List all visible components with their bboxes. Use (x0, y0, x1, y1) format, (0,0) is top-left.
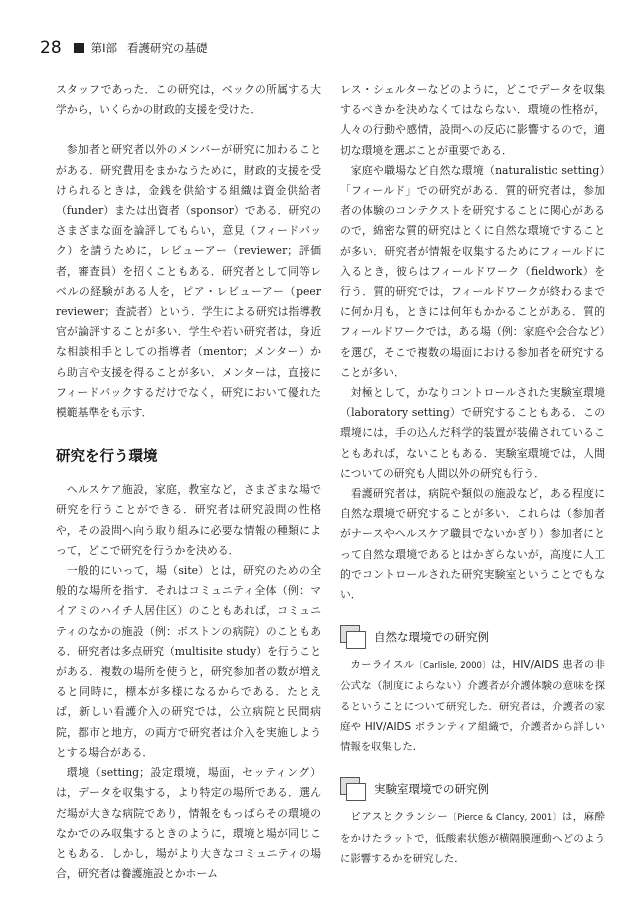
paragraph: レス・シェルターなどのように，どこでデータを収集するべきかを決めなくてはならない．環境の性格が，人々の行動や感情，設問への反応に影響するので，適切な環境を選ぶことが重要である． (340, 83, 605, 157)
example-heading (340, 625, 605, 649)
page-header (40, 38, 208, 58)
example-text: ピアスとクランシー〔Pierce & Clancy, 2001〕は，麻酔をかけたラットで，低酸素状態が横隔膜運動へどのように影響するかを研究した． (340, 811, 606, 865)
paragraph: 参加者と研究者以外のメンバーが研究に加わることがある．研究費用をまかなうために，財政的支援を受けられるときは，金銭を供給する組織は資金供給者（funder）または出資者（sponsor）である．研究のさまざまな面を論評してもらい，意見（フィードバック）を請うために，レビューアー（reviewer；評価者，審査員）を招くこともある．研究者として同等レベルの経験がある人を，ピア・レビューアー（peer reviewer；査読者）という．学生による研究は指導教官が論評することが多い．学生や若い研究者は，身近な相談相手としての指導者（mentor；メンター）から助言や支援を得ることが多い．メンターは，直接にフィードバックするだけでなく，研究において優れた模範基準をも示す． (56, 143, 321, 420)
example-box-naturalistic (340, 625, 605, 757)
paragraph: スタッフであった．この研究は，ベックの所属する大学から，いくらかの財政的支援を受けた． (56, 83, 321, 117)
paragraph: 環境（setting；設定環境，場面，セッティング）は，データを収集する，より特定の場所である．選んだ場が大きな病院であり，情報をもっぱらその環境のなかでのみ収集するときのように，環境と場が同じこともある．しかし，場がより大きなコミュニティの場合，研究者は養護施設とかホーム (56, 766, 321, 881)
square-bullet-icon (74, 43, 84, 53)
example-text: カーライスル〔Carlisle, 2000〕は，HIV/AIDS 患者の非公式な（制度によらない）介護者が介護体験の意味を探るということについて研究した．研究者は，介護者の家庭や HIV/AIDS ボランティア組織で，介護者から詳しい情報を収集した． (340, 659, 605, 754)
section-heading: 研究を行う環境 (56, 449, 158, 466)
right-column (340, 80, 605, 869)
documents-icon (340, 777, 366, 801)
paragraph: 一般的にいって，場（site）とは，研究のための全般的な場所を指す．それはコミュニティ全体（例：マイアミのハイチ人居住区）のこともあれば，コミュニティのなかの施設（例：ボストンの病院）のこともある．研究者は多点研究（multisite study）を行うことがある．複数の場所を使うと，研究参加者の数が増えると同時に，標本が多様になるからである．たとえば，新しい看護介入の研究では，公立病院と民間病院，都市と地方，の両方で研究者は介入を実施しようとする場合がある． (56, 564, 321, 759)
chapter-title: 看護研究の基礎 (127, 41, 208, 55)
paragraph: 対極として，かなりコントロールされた実験室環境（laboratory setting）で研究することもある．この環境には，手の込んだ科学的装置が装備されていることもあれば，ないこともある．実験室環境では，人間についての研究も人間以外の研究も行う． (340, 386, 605, 480)
page-number: 28 (40, 38, 62, 58)
paragraph: 家庭や職場など自然な環境（naturalistic setting）「フィールド」での研究がある．質的研究者は，参加者の体験のコンテクストを研究することに関心があるので，綿密な質的研究はとくに自然な環境ですることが多い．研究者が情報を収集するためにフィールドに入るとき，彼らはフィールドワーク（fieldwork）を行う．質的研究では，フィールドワークが終わるまでに何か月も，ときには何年もかかることがある．質的フィールドワークでは，ある場（例：家庭や会合など）を選び，そこで複数の場面における参加者を研究することが多い． (340, 163, 605, 379)
documents-icon (340, 625, 366, 649)
paragraph: ヘルスケア施設，家庭，教室など，さまざまな場で研究を行うことができる．研究者は研究設問の性格や，その設問へ向う取り組みに必要な情報の種類によって，どこで研究を行うかを決める． (56, 483, 321, 557)
paragraph: 看護研究者は，病院や類似の施設など，ある程度に自然な環境で研究することが多い．これらは（参加者がナースやヘルスケア職員でないかぎり）参加者にとって自然な環境であるとはかぎらないが，高度に人工的でコントロールされた研究実験室ということでもない． (340, 487, 605, 602)
example-box-laboratory (340, 777, 605, 869)
example-title: 実験室環境での研究例 (374, 782, 489, 797)
part-label: 第Ⅰ部 (90, 41, 118, 55)
example-heading (340, 777, 605, 801)
example-title: 自然な環境での研究例 (374, 630, 489, 645)
left-column (56, 80, 321, 884)
